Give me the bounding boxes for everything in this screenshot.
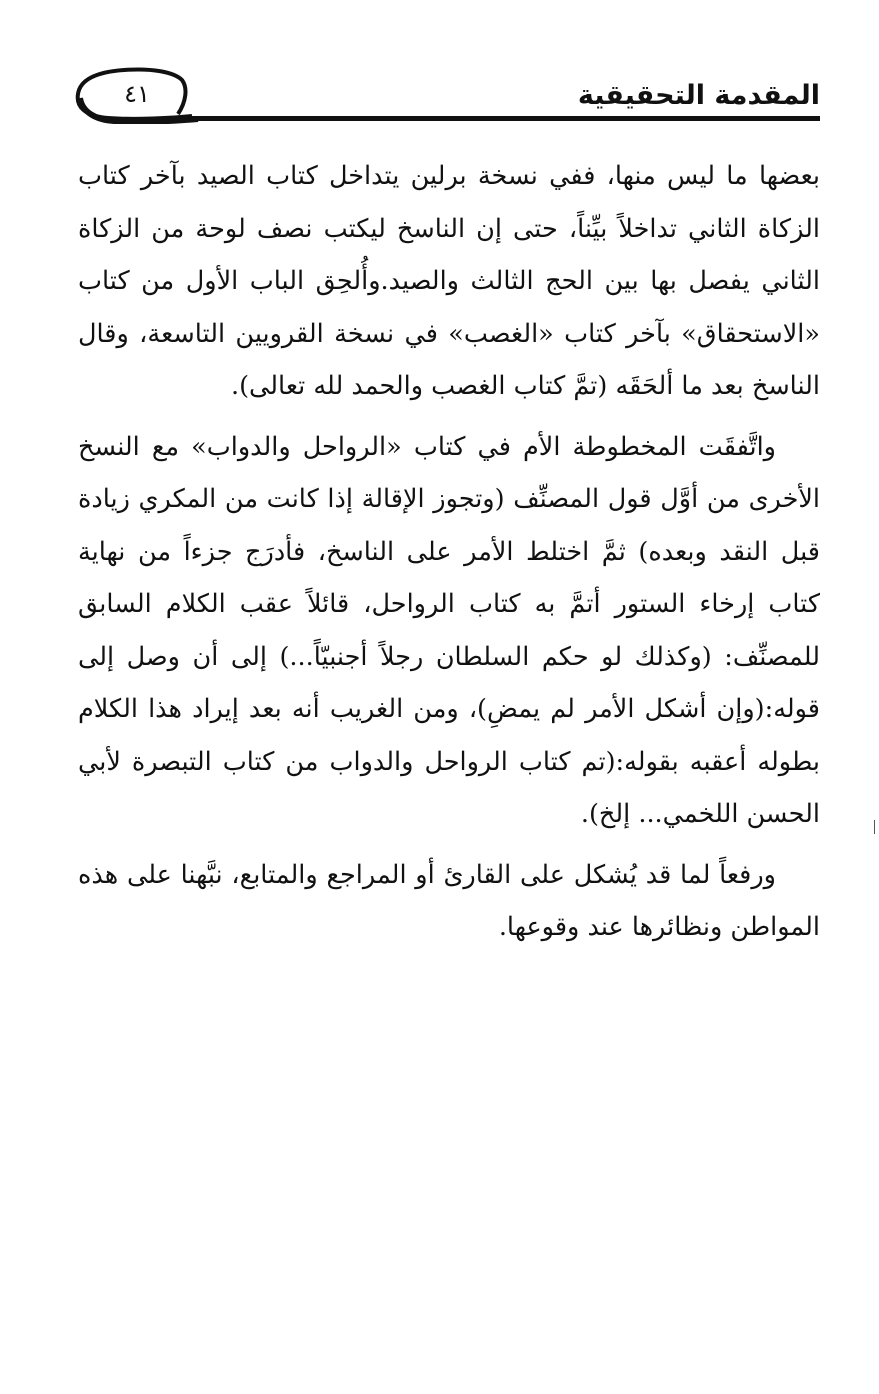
running-title: المقدمة التحقيقية <box>577 80 820 111</box>
paragraph: واتَّفقَت المخطوطة الأم في كتاب «الرواحل والدواب» مع النسخ الأخرى من أوَّل قول المصنِّف (وتجوز الإقالة إذا كانت من المكري زيادة قبل النقد وبعده) ثمَّ اختلط الأمر على الناسخ، فأدرَج جزءاً من نهاية كتاب إرخاء الستور أتمَّ به كتاب الرواحل، قائلاً عقب الكلام السابق للمصنِّف: (وكذلك لو حكم السلطان رجلاً أجنبيّاً...) إلى أن وصل إلى قوله:(وإن أشكل الأمر لم يمضِ)، ومن الغريب أنه بعد إيراد هذا الكلام بطوله أعقبه بقوله:(تم كتاب الرواحل والدواب من كتاب التبصرة لأبي الحسن اللخمي... إلخ). <box>78 431 820 829</box>
page-header <box>74 66 820 126</box>
paragraph: بعضها ما ليس منها، ففي نسخة برلين يتداخل كتاب الصيد بآخر كتاب الزكاة الثاني تداخلاً بيِّناً، حتى إن الناسخ ليكتب نصف لوحة من الزكاة الثاني يفصل بها بين الحج الثالث والصيد.وأُلحِق الباب الأول من كتاب «الاستحقاق» بآخر كتاب «الغصب» في نسخة القرويين التاسعة، وقال الناسخ بعد ما ألحَقَه (تمَّ كتاب الغصب والحمد لله تعالى). <box>78 161 820 401</box>
margin-mark <box>874 820 875 834</box>
body-text <box>78 150 820 954</box>
paragraph: ورفعاً لما قد يُشكل على القارئ أو المراجع والمتابع، نبَّهنا على هذه المواطن ونظائرها عند وقوعها. <box>78 859 820 942</box>
page-number: ٤١ <box>124 80 150 108</box>
header-rule <box>174 116 820 121</box>
